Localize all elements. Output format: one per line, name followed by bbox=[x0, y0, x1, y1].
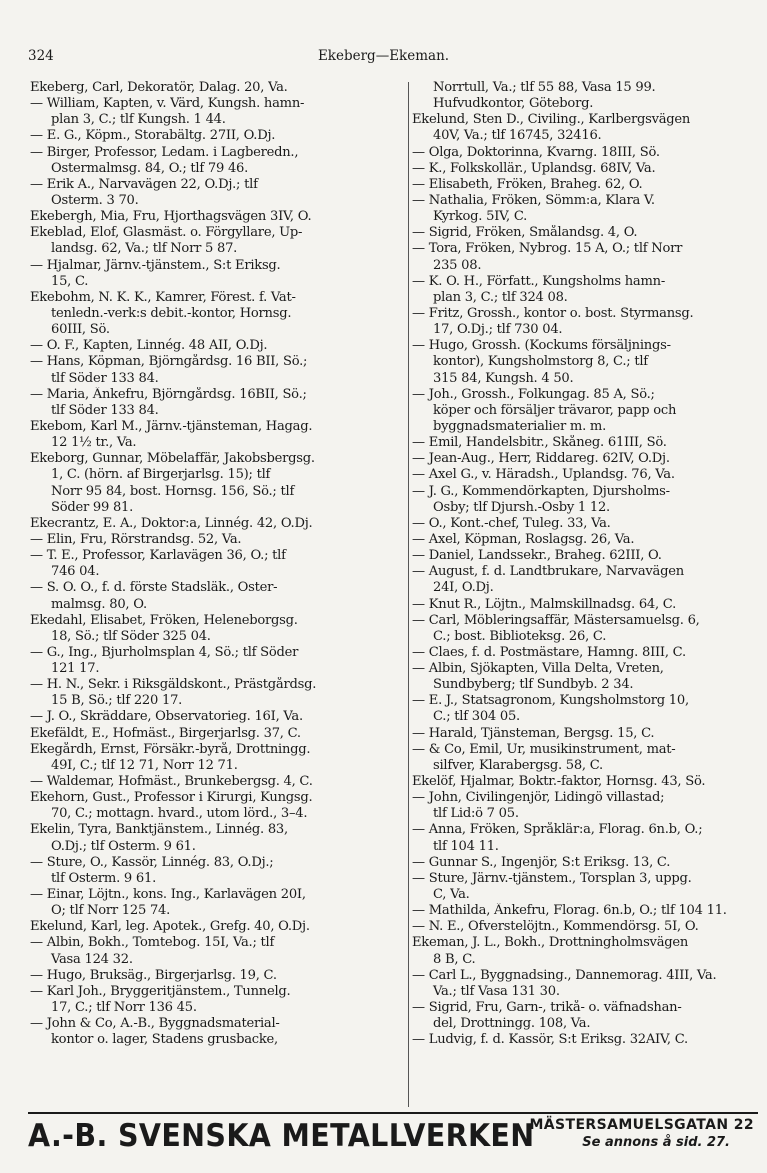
directory-line: 1, C. (hörn. af Birgerjarlsg. 15); tlf bbox=[51, 467, 271, 483]
directory-line: — Sigrid, Fru, Garn-, trikå- o. väfnadshan- bbox=[412, 1000, 682, 1016]
advertisement-banner bbox=[28, 1112, 758, 1160]
directory-line: — J. G., Kommendörkapten, Djursholms- bbox=[412, 483, 670, 499]
directory-line: — Claes, f. d. Postmästare, Hamng. 8III, C. bbox=[412, 644, 686, 660]
directory-line: — Axel G., v. Häradsh., Uplandsg. 76, Va. bbox=[412, 467, 675, 483]
directory-line: 18, Sö.; tlf Söder 325 04. bbox=[51, 628, 211, 644]
directory-line: Vasa 124 32. bbox=[51, 951, 133, 967]
directory-line: — John, Civilingenjör, Lidingö villastad; bbox=[412, 790, 665, 806]
directory-line: tlf Lid:ö 7 05. bbox=[433, 806, 519, 822]
ad-address: MÄSTERSAMUELSGATAN 22 bbox=[529, 1117, 754, 1133]
directory-line: — Hjalmar, Järnv.-tjänstem., S:t Eriksg. bbox=[30, 257, 281, 273]
directory-line: Österm. 3 70. bbox=[51, 192, 139, 208]
directory-line: — T. E., Professor, Karlavägen 36, Ö.; tlf bbox=[30, 548, 286, 564]
directory-line: 235 08. bbox=[433, 257, 482, 273]
directory-line: del, Drottningg. 108, Va. bbox=[433, 1016, 591, 1032]
directory-line: 17, Ö.Dj.; tlf 730 04. bbox=[433, 322, 563, 338]
directory-line: — O., Kont.-chef, Tuleg. 33, Va. bbox=[412, 515, 611, 531]
directory-line: köper och försäljer trävaror, papp och bbox=[433, 402, 677, 418]
page-number: 324 bbox=[28, 48, 54, 64]
directory-line: Ekefäldt, E., Hofmäst., Birgerjarlsg. 37, C. bbox=[30, 725, 301, 741]
directory-line: plan 3, C.; tlf 324 08. bbox=[433, 289, 568, 305]
directory-line: Ekeman, J. L., Bokh., Drottningholmsvägen bbox=[412, 935, 689, 951]
directory-line: Ekeblad, Elof, Glasmäst. o. Förgyllare, Up- bbox=[30, 225, 303, 241]
directory-line: 15 B, Sö.; tlf 220 17. bbox=[51, 693, 183, 709]
directory-line: kontor), Kungsholmstorg 8, C.; tlf bbox=[433, 354, 648, 370]
directory-line: Söder 99 81. bbox=[51, 499, 134, 515]
directory-line: — Hans, Köpman, Björngårdsg. 16 BII, Sö.; bbox=[30, 354, 308, 370]
directory-line: — Jean-Aug., Herr, Riddareg. 62IV, Ö.Dj. bbox=[412, 451, 670, 467]
directory-line: — Elisabeth, Fröken, Braheg. 62, Ö. bbox=[412, 176, 643, 192]
directory-line: — Gunnar S., Ingenjör, S:t Eriksg. 13, C. bbox=[412, 854, 671, 870]
directory-line: Ekehorn, Gust., Professor i Kirurgi, Kungsg. bbox=[30, 790, 313, 806]
directory-line: — Mathilda, Änkefru, Florag. 6n.b, Ö.; tlf 104 11. bbox=[412, 903, 727, 919]
ad-company-name: A.-B. SVENSKA METALLVERKEN bbox=[28, 1118, 535, 1154]
directory-line: tlf 104 11. bbox=[433, 838, 499, 854]
directory-line: — Harald, Tjänsteman, Bergsg. 15, C. bbox=[412, 725, 655, 741]
directory-line: 8 B, C. bbox=[433, 951, 476, 967]
directory-line: — Fritz, Grossh., kontor o. bost. Styrmansg. bbox=[412, 305, 694, 321]
directory-line: 315 84, Kungsh. 4 50. bbox=[433, 370, 574, 386]
directory-line: Östermalmsg. 84, Ö.; tlf 79 46. bbox=[51, 160, 249, 176]
directory-line: — Tora, Fröken, Nybrog. 15 A, Ö.; tlf Norr bbox=[412, 241, 683, 257]
directory-line: Ekedahl, Elisabet, Fröken, Heleneborgsg. bbox=[30, 612, 298, 628]
directory-line: Ekebohm, N. K. K., Kamrer, Förest. f. Vat- bbox=[30, 289, 296, 305]
directory-line: malmsg. 80, Ö. bbox=[51, 596, 147, 612]
directory-line: C.; tlf 304 05. bbox=[433, 709, 520, 725]
directory-line: Ekelin, Tyra, Banktjänstem., Linnég. 83, bbox=[30, 822, 288, 838]
directory-line: byggnadsmaterialier m. m. bbox=[433, 418, 606, 434]
directory-line: — Maria, Änkefru, Björngårdsg. 16BII, Sö.; bbox=[30, 386, 307, 402]
directory-line: silfver, Klarabergsg. 58, C. bbox=[433, 757, 603, 773]
directory-line: Ekeborg, Gunnar, Möbelaffär, Jakobsbergsg. bbox=[30, 451, 315, 467]
directory-line: — Sture, O., Kassör, Linnég. 83, Ö.Dj.; bbox=[30, 854, 274, 870]
directory-line: — J. O., Skräddare, Observatorieg. 16I, Va. bbox=[30, 709, 303, 725]
right-column bbox=[412, 80, 760, 1048]
directory-line: — Erik A., Narvavägen 22, Ö.Dj.; tlf bbox=[30, 176, 258, 192]
directory-line: 24I, Ö.Dj. bbox=[433, 580, 494, 596]
directory-line: Ösby; tlf Djursh.-Ösby 1 12. bbox=[433, 499, 610, 515]
directory-line: — Hugo, Bruksäg., Birgerjarlsg. 19, C. bbox=[30, 967, 277, 983]
page-title: Ekeberg—Ekeman. bbox=[317, 48, 450, 64]
directory-line: tlf Söder 133 84. bbox=[51, 370, 159, 386]
directory-line: — Waldemar, Hofmäst., Brunkebergsg. 4, C. bbox=[30, 774, 313, 790]
directory-line: tenledn.-verk:s debit.-kontor, Hornsg. bbox=[51, 305, 292, 321]
directory-line: — Elin, Fru, Rörstrandsg. 52, Va. bbox=[30, 531, 242, 547]
directory-line: — & Co, Emil, Ur, musikinstrument, mat- bbox=[412, 741, 676, 757]
directory-line: — E. G., Köpm., Storabältg. 27II, Ö.Dj. bbox=[30, 128, 276, 144]
directory-line: — E. J., Statsagronom, Kungsholmstorg 10, bbox=[412, 693, 689, 709]
directory-columns bbox=[30, 80, 760, 1107]
directory-line: Norrtull, Va.; tlf 55 88, Vasa 15 99. bbox=[433, 80, 656, 95]
directory-line: 746 04. bbox=[51, 564, 100, 580]
directory-line: — Birger, Professor, Ledam. i Lagberedn., bbox=[30, 144, 299, 160]
directory-line: — Axel, Köpman, Roslagsg. 26, Va. bbox=[412, 531, 635, 547]
directory-line: — John & Co, A.-B., Byggnadsmaterial- bbox=[30, 1016, 280, 1032]
directory-line: Ekelund, Sten D., Civiling., Karlbergsvägen bbox=[412, 112, 691, 128]
directory-line: — Hugo, Grossh. (Kockums försäljnings- bbox=[412, 338, 671, 354]
directory-line: — Daniel, Landssekr., Braheg. 62III, Ö. bbox=[412, 548, 662, 564]
directory-line: — August, f. d. Landtbrukare, Narvavägen bbox=[412, 564, 684, 580]
directory-line: — N. E., Öfverstelöjtn., Kommendörsg. 5I, Ö. bbox=[412, 919, 699, 935]
directory-line: Ö; tlf Norr 125 74. bbox=[51, 903, 171, 919]
directory-line: 17, C.; tlf Norr 136 45. bbox=[51, 1000, 197, 1016]
directory-line: 40V, Va.; tlf 16745, 32416. bbox=[433, 128, 602, 144]
directory-line: Ekelöf, Hjalmar, Boktr.-faktor, Hornsg. 43, Sö. bbox=[412, 774, 706, 790]
ad-reference-note: Se annons å sid. 27. bbox=[582, 1135, 730, 1150]
directory-line: C, Va. bbox=[433, 887, 470, 903]
directory-line: — Carl L., Byggnadsing., Dannemorag. 4III, Va. bbox=[412, 967, 717, 983]
directory-line: 60III, Sö. bbox=[51, 322, 110, 338]
directory-line: Ekeberg, Carl, Dekoratör, Dalag. 20, Va. bbox=[30, 80, 288, 95]
directory-line: — K., Folkskollär., Uplandsg. 68IV, Va. bbox=[412, 160, 656, 176]
directory-line: — Sture, Järnv.-tjänstem., Torsplan 3, uppg. bbox=[412, 870, 692, 886]
directory-line: — Emil, Handelsbitr., Skåneg. 61III, Sö. bbox=[412, 435, 667, 451]
directory-line: Ekebergh, Mia, Fru, Hjorthagsvägen 3IV, Ö. bbox=[30, 209, 312, 225]
directory-line: — Carl, Möbleringsaffär, Mästersamuelsg. 6, bbox=[412, 612, 700, 628]
directory-line: — Knut R., Löjtn., Malmskillnadsg. 64, C. bbox=[412, 596, 677, 612]
directory-line: — Ludvig, f. d. Kassör, S:t Eriksg. 32AIV, C. bbox=[412, 1032, 688, 1048]
directory-line: Hufvudkontor, Göteborg. bbox=[433, 96, 594, 112]
directory-line: Kyrkog. 5IV, C. bbox=[433, 209, 528, 225]
directory-line: — H. N., Sekr. i Riksgäldskont., Prästgårdsg. bbox=[30, 677, 317, 693]
directory-line: — Sigrid, Fröken, Smålandsg. 4, Ö. bbox=[412, 225, 638, 241]
directory-line: — Albin, Bokh., Tomtebog. 15I, Va.; tlf bbox=[30, 935, 275, 951]
directory-line: — Joh., Grossh., Folkungag. 85 A, Sö.; bbox=[412, 386, 655, 402]
directory-line: — G., Ing., Bjurholmsplan 4, Sö.; tlf Söder bbox=[30, 644, 299, 660]
directory-line: C.; bost. Biblioteksg. 26, C. bbox=[433, 628, 607, 644]
directory-line: landsg. 62, Va.; tlf Norr 5 87. bbox=[51, 241, 238, 257]
directory-line: kontor o. lager, Stadens grusbacke, bbox=[51, 1032, 278, 1048]
directory-line: Ekegårdh, Ernst, Försäkr.-byrå, Drottningg. bbox=[30, 741, 311, 757]
directory-line: Va.; tlf Vasa 131 30. bbox=[433, 983, 560, 999]
directory-line: — Einar, Löjtn., kons. Ing., Karlavägen 20I, bbox=[30, 887, 306, 903]
directory-line: 15, C. bbox=[51, 273, 89, 289]
directory-line: 121 17. bbox=[51, 661, 100, 677]
directory-line: — O. F., Kapten, Linnég. 48 AII, Ö.Dj. bbox=[30, 338, 268, 354]
directory-line: tlf Söder 133 84. bbox=[51, 402, 159, 418]
directory-line: — Olga, Doktorinna, Kvarng. 18III, Sö. bbox=[412, 144, 660, 160]
directory-line: 70, C.; mottagn. hvard., utom lörd., 3–4. bbox=[51, 806, 308, 822]
directory-line: 49I, C.; tlf 12 71, Norr 12 71. bbox=[51, 757, 238, 773]
directory-line: Ekecrantz, E. A., Doktor:a, Linnég. 42, Ö.Dj. bbox=[30, 515, 313, 531]
left-column bbox=[30, 80, 408, 1048]
directory-line: Sundbyberg; tlf Sundbyb. 2 34. bbox=[433, 677, 634, 693]
page-header bbox=[28, 48, 739, 68]
directory-line: Ekelund, Karl, leg. Apotek., Grefg. 40, Ö.Dj. bbox=[30, 919, 310, 935]
directory-line: — Karl Joh., Bryggeritjänstem., Tunnelg. bbox=[30, 983, 291, 999]
directory-line: — Anna, Fröken, Språklär:a, Florag. 6n.b, Ö.; bbox=[412, 822, 703, 838]
directory-line: Norr 95 84, bost. Hornsg. 156, Sö.; tlf bbox=[51, 483, 295, 499]
column-divider bbox=[408, 82, 409, 1107]
directory-line: — K. O. H., Författ., Kungsholms hamn- bbox=[412, 273, 666, 289]
directory-line: — Albin, Sjökapten, Villa Delta, Vreten, bbox=[412, 661, 664, 677]
directory-line: — William, Kapten, v. Värd, Kungsh. hamn- bbox=[30, 96, 305, 112]
directory-line: Ö.Dj.; tlf Österm. 9 61. bbox=[51, 838, 196, 854]
directory-line: 12 1½ tr., Va. bbox=[51, 435, 137, 451]
directory-line: — S. O. O., f. d. förste Stadsläk., Öster- bbox=[30, 580, 278, 596]
directory-line: plan 3, C.; tlf Kungsh. 1 44. bbox=[51, 112, 226, 128]
directory-line: — Nathalia, Fröken, Sömm:a, Klara V. bbox=[412, 192, 655, 208]
directory-line: Ekebom, Karl M., Järnv.-tjänsteman, Hagag. bbox=[30, 418, 313, 434]
directory-line: tlf Österm. 9 61. bbox=[51, 870, 156, 886]
